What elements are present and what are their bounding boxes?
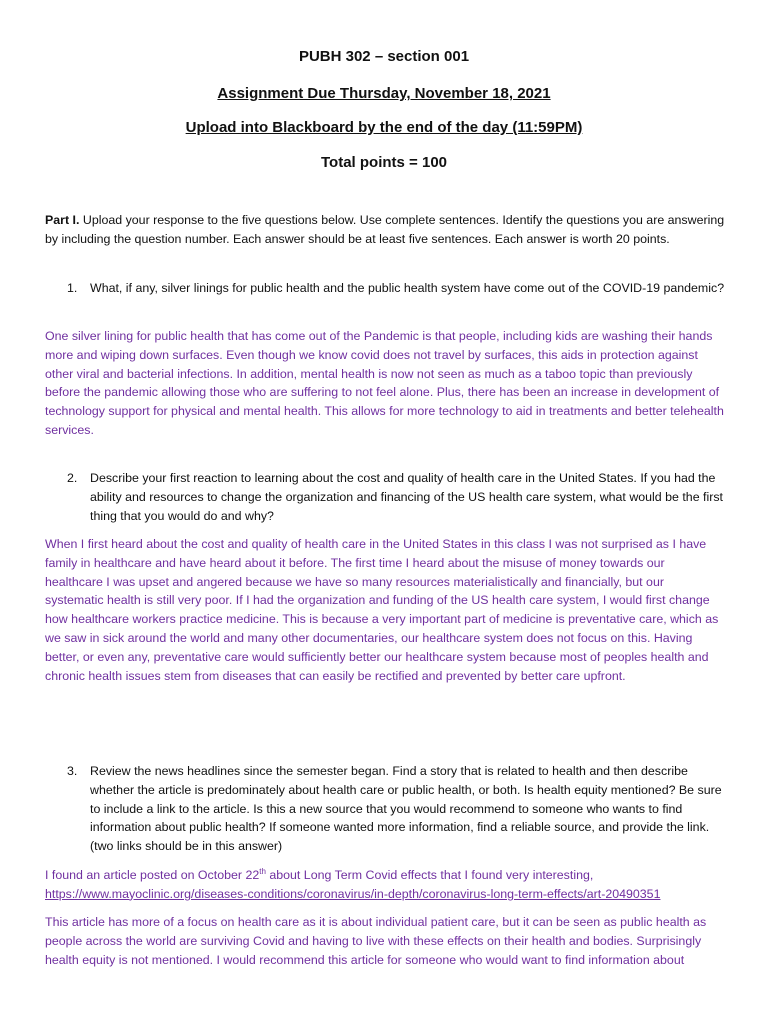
- due-date-text: Assignment Due Thursday, November 18, 2021: [217, 85, 551, 102]
- question-text: Describe your first reaction to learning about the cost and quality of health care in the United States. If you had the ability and resources to change the organization and financing of the US health care system, what would be the first thing that you would do and why?: [90, 471, 723, 523]
- question-1: [67, 279, 727, 298]
- question-number: 1.: [67, 281, 78, 295]
- upload-heading: [0, 119, 768, 136]
- question-2: [67, 469, 727, 525]
- article-link[interactable]: https://www.mayoclinic.org/diseases-conditions/coronavirus/in-depth/coronavirus-long-term-effects/art-20490351: [45, 886, 661, 901]
- due-date-heading: [0, 85, 768, 102]
- part-label: Part I.: [45, 213, 80, 227]
- answer-3-intro: [45, 866, 725, 904]
- total-points-heading: Total points = 100: [321, 154, 447, 171]
- question-3: [67, 762, 727, 856]
- question-text: Review the news headlines since the semester began. Find a story that is related to health and then describe whether the article is predominately about health care or public health, or both. Is health equity mentioned? Be sure to include a link to the article. Is this a new source that you would recommend to someone who wants to find information about public health? If someone wanted more information, find a reliable source, and provide the link. (two links should be in this answer): [90, 764, 722, 854]
- question-number: 3.: [67, 764, 78, 778]
- instructions-text: Upload your response to the five questions below. Use complete sentences. Identify the questions you are answering by including the question number. Each answer should be at least five sentences. Each answer is worth 20 points.: [45, 213, 725, 246]
- question-text: What, if any, silver linings for public health and the public health system have come out of the COVID-19 pandemic?: [90, 281, 725, 295]
- answer-intro-text-cont: about Long Term Covid effects that I found very interesting,: [265, 868, 594, 882]
- course-title: PUBH 302 – section 001: [298, 48, 470, 65]
- answer-1: One silver lining for public health that has come out of the Pandemic is that people, including kids are washing their hands more and wiping down surfaces. Even though we know covid does not travel by surfaces, this aids in protection against other viral and bacterial infections. In addition, mental health is now not seen as much as a taboo topic than previously before the pandemic allowing those who are suffering to not feel alone. Plus, there has been an increase in development of technology support for physical and mental health. This allows for more technology to aid in treatments and better telehealth services.: [45, 329, 724, 437]
- answer-3: This article has more of a focus on health care as it is about individual patient care, but it can be seen as public health as people across the world are surviving Covid and having to live with these effects on their health and bodies. Surprisingly health equity is not mentioned. I would recommend this article for someone who would want to find information about: [45, 915, 707, 967]
- answer-intro-text: I found an article posted on October 22: [45, 868, 260, 882]
- answer-2: When I first heard about the cost and quality of health care in the United States in this class I was not surprised as I have family in healthcare and have heard about it before. The first time I heard about the misuse of money towards our healthcare I was upset and angered because we have so many resources materialistically and financially, but our systematic health is still very poor. If I had the organization and funding of the US health care system, I would first change how healthcare workers practice medicine. This is because a very important part of medicine is preventative care, which as we saw in sick around the world and many other documentaries, our healthcare system does not focus on this. Having better, or even any, preventative care would sufficiently better our healthcare system because most of peoples health and chronic health issues stem from diseases that can easily be rectified and prevented by better care upfront.: [45, 537, 719, 683]
- question-number: 2.: [67, 471, 78, 485]
- part-one-instructions: [45, 211, 725, 249]
- upload-text: Upload into Blackboard by the end of the day (11:59PM): [185, 119, 583, 136]
- ordinal-suffix: th: [259, 866, 266, 876]
